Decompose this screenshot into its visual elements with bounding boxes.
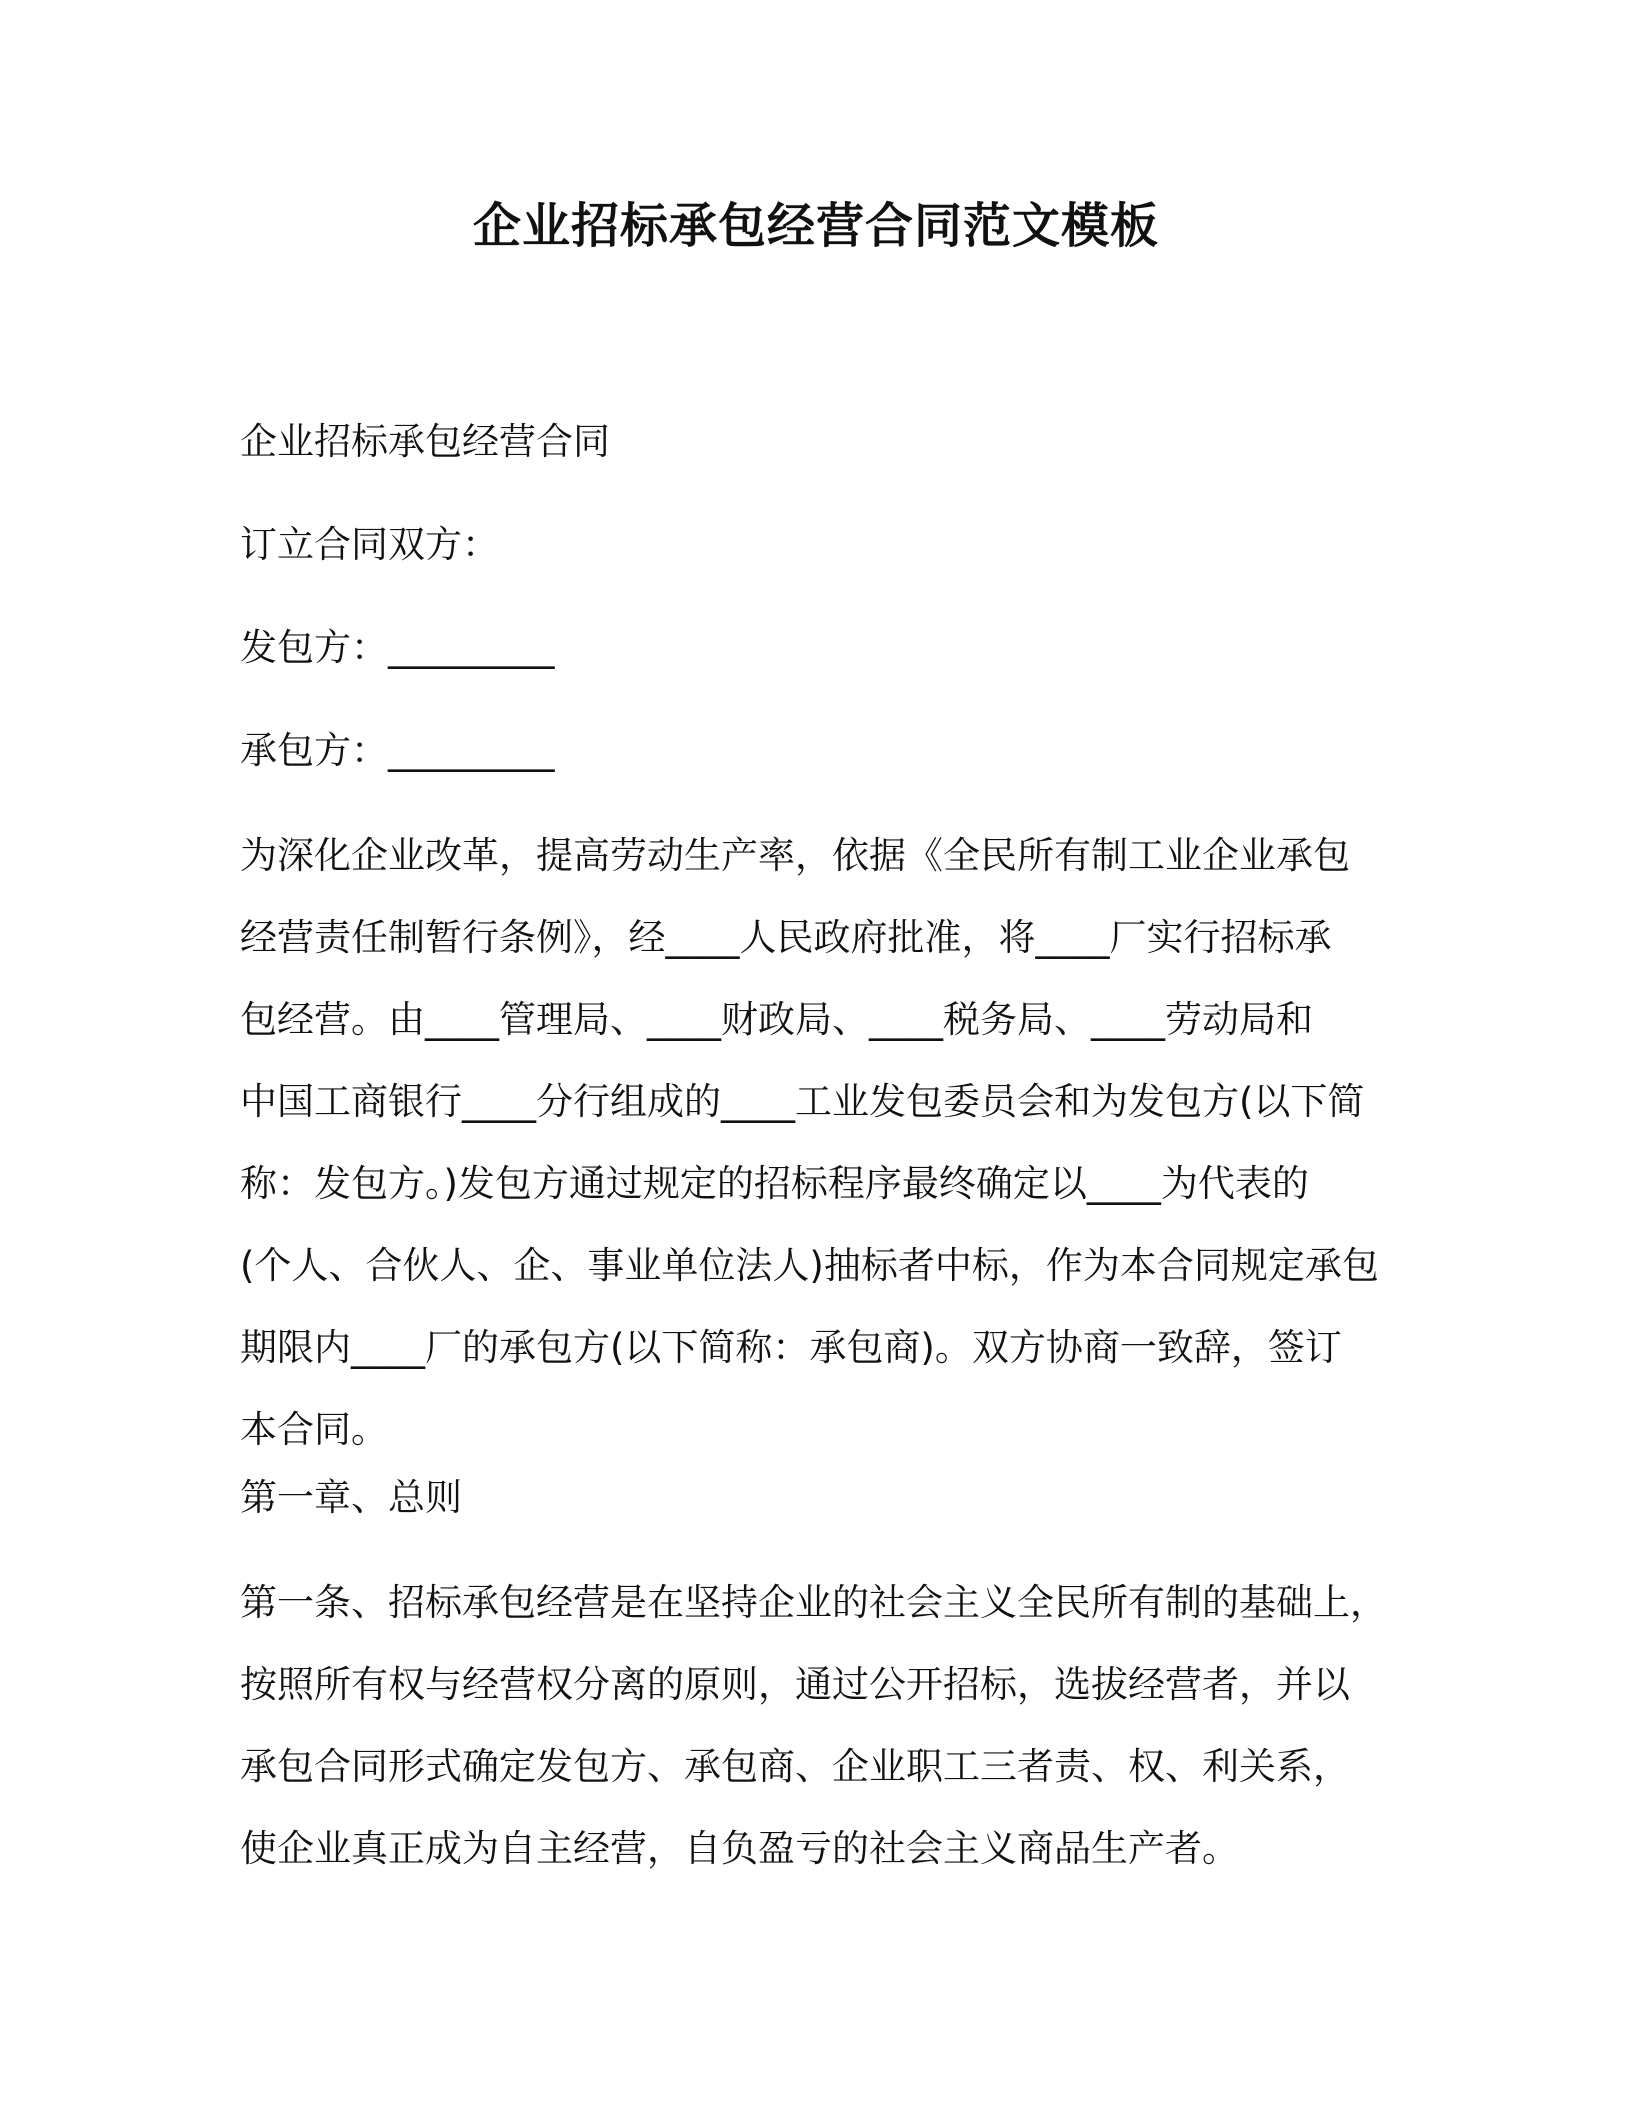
intro-line: 中国工商银行____分行组成的____工业发包委员会和为发包方(以下简 [240,1080,1365,1123]
parties-heading: 订立合同双方： [240,523,499,566]
intro-line: 经营责任制暂行条例》，经____人民政府批准，将____厂实行招标承 [240,916,1332,959]
intro-line: (个人、合伙人、企、事业单位法人)抽标者中标，作为本合同规定承包 [240,1244,1379,1287]
contractor-line: 承包方：_________ [240,729,555,772]
intro-line: 本合同。 [240,1408,388,1451]
intro-line: 期限内____厂的承包方(以下简称：承包商)。双方协商一致辞，签订 [240,1326,1342,1369]
intro-line: 称：发包方。)发包方通过规定的招标程序最终确定以____为代表的 [240,1162,1309,1205]
intro-line: 包经营。由____管理局、____财政局、____税务局、____劳动局和 [240,998,1313,1041]
article-line: 使企业真正成为自主经营，自负盈亏的社会主义商品生产者。 [240,1827,1239,1870]
article-line: 按照所有权与经营权分离的原则，通过公开招标，选拔经营者，并以 [240,1663,1350,1706]
intro-paragraph [240,815,1400,1471]
contract-subtitle: 企业招标承包经营合同 [240,420,610,463]
intro-line: 为深化企业改革，提高劳动生产率，依据《全民所有制工业企业承包 [240,834,1350,877]
article-line: 第一条、招标承包经营是在坚持企业的社会主义全民所有制的基础上， [240,1581,1387,1624]
chapter-heading: 第一章、总则 [240,1476,462,1519]
document-title: 企业招标承包经营合同范文模板 [472,198,1159,254]
employer-line: 发包方：_________ [240,626,555,669]
article-1-paragraph [240,1562,1400,1890]
article-line: 承包合同形式确定发包方、承包商、企业职工三者责、权、利关系， [240,1745,1350,1788]
